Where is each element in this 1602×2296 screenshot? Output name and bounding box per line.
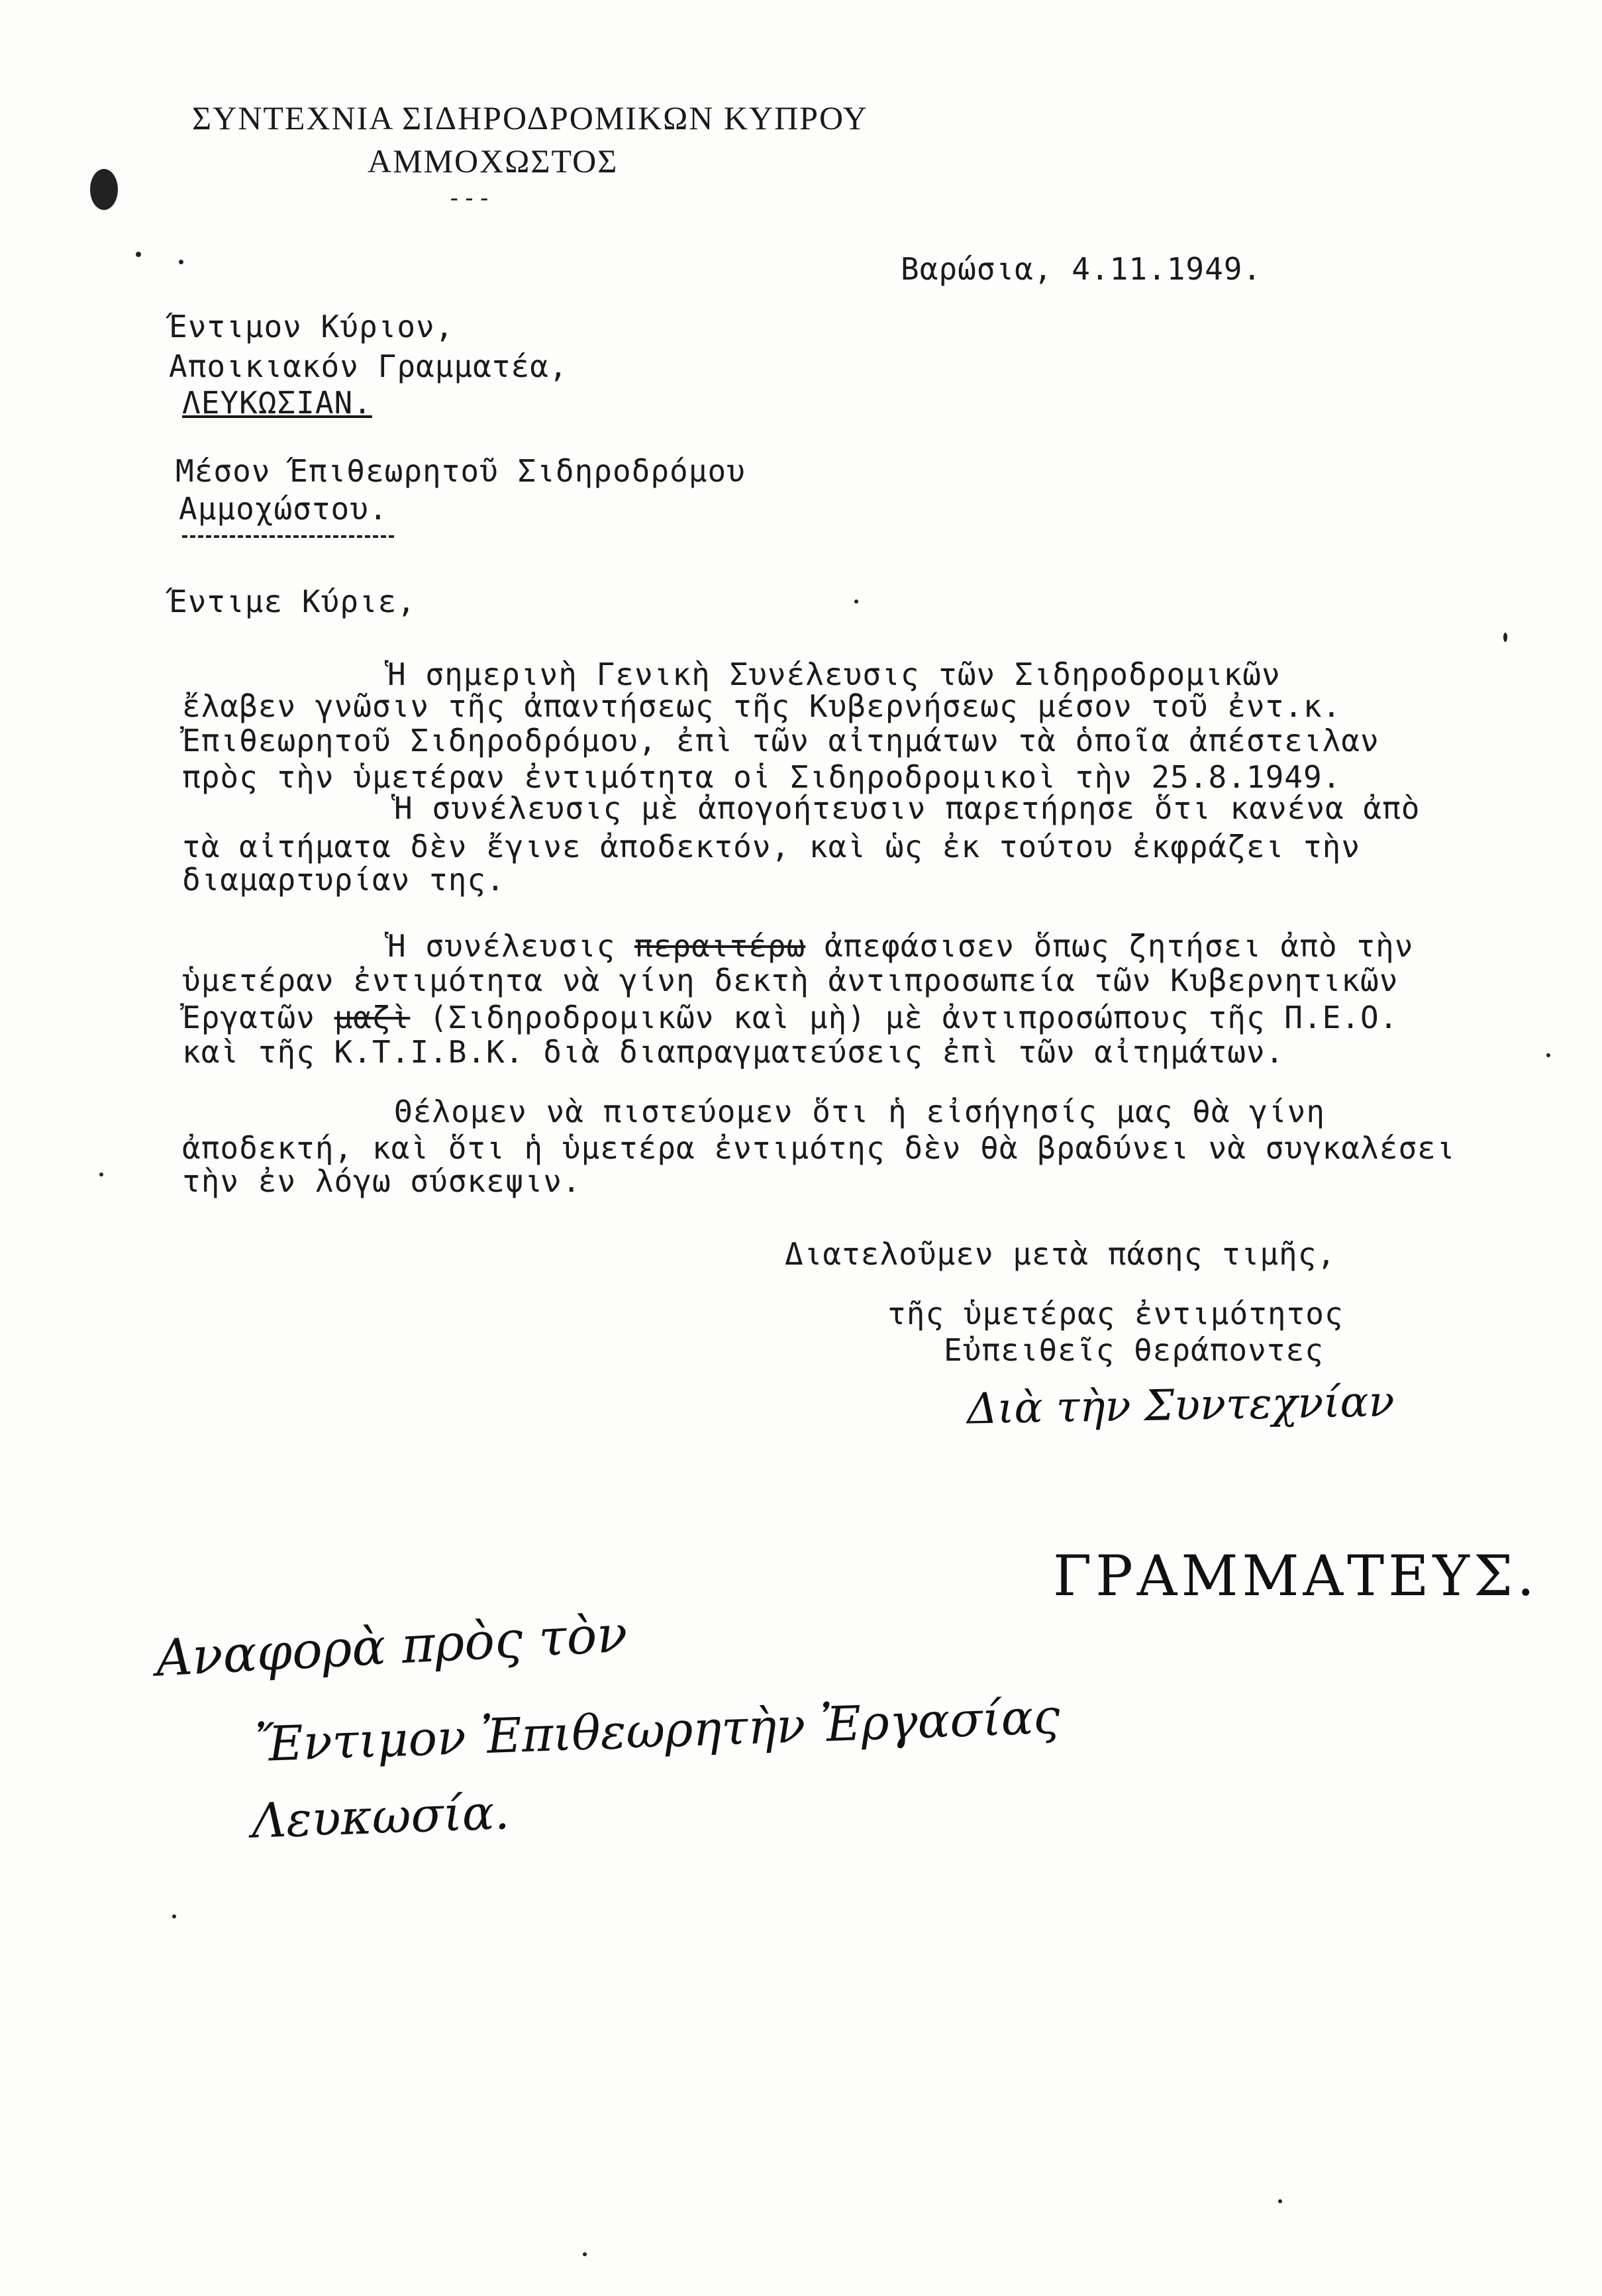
letterhead-city: ΑΜΜΟΧΩΣΤΟΣ [368,142,619,180]
body-p1-line: Ἡ σημερινὴ Γενικὴ Συνέλευσις τῶν Σιδηροδρομικῶν [387,656,1281,692]
handwritten-annotation-line-2: Ἔντιμον Ἐπιθεωρητὴν Ἐργασίας [254,1688,1061,1773]
recipient-line-1: Έντιμον Κύριον, [169,309,454,344]
date-line: Βαρώσια, 4.11.1949. [901,251,1262,287]
via-line-1: Μέσον Έπιθεωρητοῦ Σιδηροδρόμου [175,453,746,489]
body-p2-line: Ἡ συνέλευσις μὲ ἀπογοήτευσιν παρετήρησε ὅτι κανένα ἀπὸ [394,790,1421,826]
text: (Σιδηροδρομικῶν καὶ μὴ) μὲ ἀντιπροσώπους τῆς Π.Ε.Ο. [410,1000,1399,1035]
text: ἀπεφάσισεν ὅπως ζητήσει ἀπὸ τὴν [805,928,1414,964]
body-p3-line-3 [182,999,1398,1036]
text: Ἐργατῶν [182,1000,334,1035]
body-p1-line: Ἐπιθεωρητοῦ Σιδηροδρόμου, ἐπὶ τῶν αἰτημάτων τὰ ὁποῖα ἀπέστειλαν [182,723,1379,758]
closing-line-3: Εὐπειθεῖς θεράποντες [944,1332,1324,1368]
body-p3-line-1 [387,927,1414,965]
speck [854,600,858,603]
body-p3-line-2: ὑμετέραν ἐντιμότητα νὰ γίνη δεκτὴ ἀντιπροσωπεία τῶν Κυβερνητικῶν [182,963,1399,998]
letterhead-rule: --- [447,185,493,212]
body-p2-line: διαμαρτυρίαν της. [182,862,505,898]
struck-word: περαιτέρω [634,928,806,964]
body-p4-line: τὴν ἐν λόγω σύσκεψιν. [182,1163,581,1199]
letterhead-organization: ΣΥΝΤΕΧΝΙΑ ΣΙΔΗΡΟΔΡΟΜΙΚΩΝ ΚΥΠΡΟΥ [192,99,868,136]
via-underline [182,535,394,538]
body-p1-line: ἔλαβεν γνῶσιν τῆς ἀπαντήσεως τῆς Κυβερνήσεως μέσον τοῦ ἐντ.κ. [182,688,1342,724]
body-p3-line-4: καὶ τῆς Κ.Τ.Ι.Β.Κ. διὰ διαπραγματεύσεις ἐπὶ τῶν αἰτημάτων. [182,1034,1285,1070]
body-p4-line: ἀποδεκτή, καὶ ὅτι ἡ ὑμετέρα ἐντιμότης δὲν θὰ βραδύνει νὰ συγκαλέσει [182,1130,1456,1166]
handwritten-annotation-line-3: Λευκωσία. [250,1784,511,1849]
salutation: Έντιμε Κύριε, [169,584,417,619]
closing-line-1: Διατελοῦμεν μετὰ πάσης τιμῆς, [785,1236,1336,1272]
struck-word: μαζὶ [334,1000,411,1035]
speck [1278,2199,1282,2203]
speck [99,1173,103,1176]
closing-line-2: τῆς ὑμετέρας ἐντιμότητος [887,1296,1344,1331]
signature-title: ΓΡΑΜΜΑΤΕΥΣ. [1053,1543,1539,1608]
recipient-line-2: Αποικιακόν Γραμματέα, [169,348,568,384]
speck [1546,1053,1550,1057]
speck [136,252,141,257]
recipient-line-3: ΛΕΥΚΩΣΙΑΝ. [182,385,372,421]
speck [179,260,183,264]
punch-hole [90,169,118,210]
body-p2-line: τὰ αἰτήματα δὲν ἔγινε ἀποδεκτόν, καὶ ὡς ἐκ τούτου ἐκφράζει τὴν [182,829,1361,864]
speck [583,2252,587,2256]
body-p1-line: πρὸς τὴν ὑμετέραν ἐντιμότητα οἱ Σιδηροδρομικοὶ τὴν 25.8.1949. [182,759,1342,795]
handwritten-signature: Διὰ τὴν Συντεχνίαν [966,1377,1395,1434]
speck [1503,633,1507,642]
text: Ἡ συνέλευσις [387,928,635,964]
via-line-2: Αμμοχώστου. [179,491,388,527]
handwritten-annotation-line-1: Αναφορὰ πρὸς τὸν [154,1604,629,1688]
body-p4-line: Θέλομεν νὰ πιστεύομεν ὅτι ἡ εἰσήγησίς μας θὰ γίνη [394,1094,1326,1129]
speck [172,1914,176,1918]
